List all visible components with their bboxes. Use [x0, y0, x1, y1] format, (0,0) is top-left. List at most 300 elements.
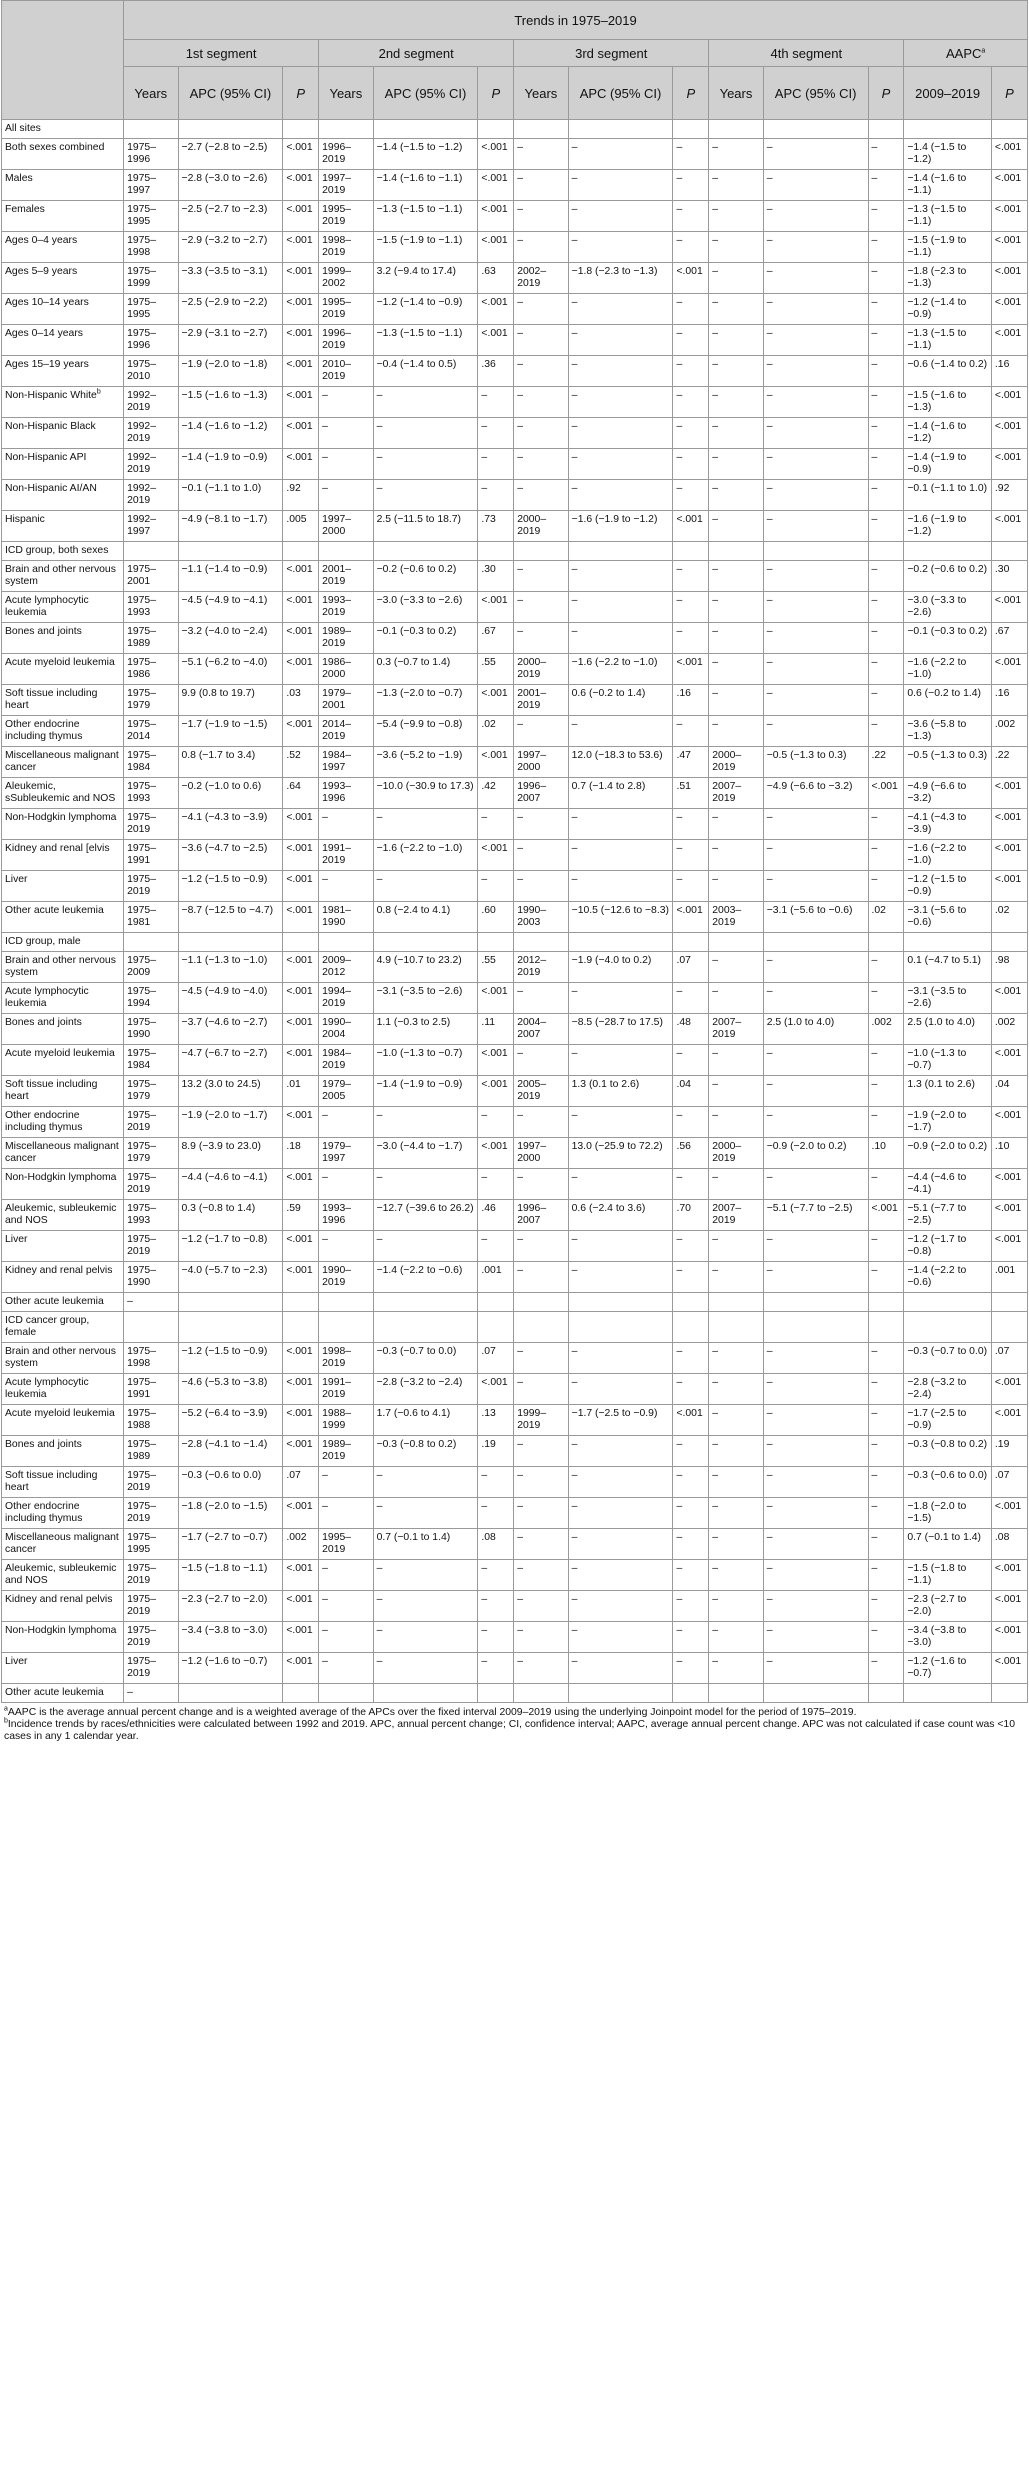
- table-cell: –: [673, 1529, 709, 1560]
- table-cell: –: [709, 1343, 763, 1374]
- table-cell: 1975–1979: [124, 685, 178, 716]
- table-cell: –: [709, 1231, 763, 1262]
- table-cell: −1.4 (−1.6 to −1.1): [373, 170, 478, 201]
- table-cell: <.001: [283, 1014, 319, 1045]
- table-cell: –: [568, 1262, 673, 1293]
- table-cell: –: [568, 387, 673, 418]
- table-cell: .02: [991, 902, 1027, 933]
- table-cell: –: [373, 1107, 478, 1138]
- table-cell: −3.0 (−4.4 to −1.7): [373, 1138, 478, 1169]
- table-cell: –: [568, 1436, 673, 1467]
- table-row: [2, 1107, 1028, 1138]
- table-cell: <.001: [283, 1653, 319, 1684]
- table-cell: 0.3 (−0.8 to 1.4): [178, 1200, 283, 1231]
- table-cell: −8.5 (−28.7 to 17.5): [568, 1014, 673, 1045]
- table-cell: <.001: [283, 1262, 319, 1293]
- table-cell: –: [514, 840, 568, 871]
- table-cell: –: [514, 983, 568, 1014]
- row-label: Acute myeloid leukemia: [2, 1045, 124, 1076]
- table-cell: <.001: [283, 139, 319, 170]
- table-cell: <.001: [991, 1169, 1027, 1200]
- table-cell: −1.3 (−1.5 to −1.1): [373, 201, 478, 232]
- table-cell: –: [568, 716, 673, 747]
- table-cell: −4.4 (−4.6 to −4.1): [904, 1169, 992, 1200]
- table-row: [2, 1622, 1028, 1653]
- table-row: [2, 871, 1028, 902]
- table-cell: −0.1 (−0.3 to 0.2): [904, 623, 992, 654]
- row-label: Aleukemic, sSubleukemic and NOS: [2, 778, 124, 809]
- table-cell: [319, 1312, 373, 1343]
- table-cell: –: [868, 1560, 904, 1591]
- group-label: ICD cancer group, female: [2, 1312, 124, 1343]
- p-header: P: [868, 67, 904, 120]
- table-cell: .16: [991, 685, 1027, 716]
- table-cell: −1.4 (−1.5 to −1.2): [904, 139, 992, 170]
- table-cell: [709, 933, 763, 952]
- table-cell: <.001: [283, 561, 319, 592]
- row-label: Ages 0–14 years: [2, 325, 124, 356]
- table-cell: –: [868, 592, 904, 623]
- table-cell: –: [673, 170, 709, 201]
- table-cell: –: [763, 1262, 868, 1293]
- table-cell: –: [673, 592, 709, 623]
- table-cell: [673, 933, 709, 952]
- table-cell: −1.9 (−2.0 to −1.7): [178, 1107, 283, 1138]
- table-cell: –: [763, 840, 868, 871]
- table-cell: –: [514, 561, 568, 592]
- row-label: Miscellaneous malignant cancer: [2, 1138, 124, 1169]
- table-row: [2, 840, 1028, 871]
- table-cell: −1.8 (−2.3 to −1.3): [904, 263, 992, 294]
- table-row: [2, 716, 1028, 747]
- table-cell: 1975–1979: [124, 1076, 178, 1107]
- table-row: [2, 1076, 1028, 1107]
- table-cell: 1990–2019: [319, 1262, 373, 1293]
- table-cell: −1.4 (−1.6 to −1.1): [904, 170, 992, 201]
- table-cell: 1998–2019: [319, 1343, 373, 1374]
- row-label: Kidney and renal [elvis: [2, 840, 124, 871]
- table-cell: –: [709, 871, 763, 902]
- table-cell: –: [763, 685, 868, 716]
- table-cell: <.001: [991, 1560, 1027, 1591]
- row-label: Other endocrine including thymus: [2, 716, 124, 747]
- table-cell: −3.1 (−5.6 to −0.6): [904, 902, 992, 933]
- table-cell: [568, 1684, 673, 1703]
- table-cell: .60: [478, 902, 514, 933]
- table-cell: <.001: [673, 263, 709, 294]
- table-cell: 1979–1997: [319, 1138, 373, 1169]
- table-row: [2, 1045, 1028, 1076]
- table-cell: −4.9 (−6.6 to −3.2): [904, 778, 992, 809]
- table-cell: –: [868, 654, 904, 685]
- table-cell: .19: [991, 1436, 1027, 1467]
- table-cell: –: [373, 809, 478, 840]
- table-cell: –: [478, 1107, 514, 1138]
- table-cell: .42: [478, 778, 514, 809]
- table-cell: –: [319, 871, 373, 902]
- row-label: Other endocrine including thymus: [2, 1498, 124, 1529]
- table-cell: 1975–1998: [124, 232, 178, 263]
- table-cell: <.001: [283, 902, 319, 933]
- table-cell: [991, 1312, 1027, 1343]
- table-cell: –: [868, 1405, 904, 1436]
- table-cell: [478, 120, 514, 139]
- row-label: Brain and other nervous system: [2, 1343, 124, 1374]
- table-cell: −4.0 (−5.7 to −2.3): [178, 1262, 283, 1293]
- years-header: Years: [514, 67, 568, 120]
- table-row: [2, 685, 1028, 716]
- table-title: Trends in 1975–2019: [124, 1, 1028, 40]
- table-cell: <.001: [478, 170, 514, 201]
- table-cell: –: [709, 1467, 763, 1498]
- table-cell: –: [568, 449, 673, 480]
- table-cell: [124, 933, 178, 952]
- table-cell: –: [319, 1467, 373, 1498]
- table-cell: 1996–2019: [319, 139, 373, 170]
- table-cell: –: [514, 809, 568, 840]
- table-cell: <.001: [991, 654, 1027, 685]
- table-row: [2, 1436, 1028, 1467]
- table-cell: .001: [478, 1262, 514, 1293]
- table-cell: –: [373, 1169, 478, 1200]
- table-cell: –: [763, 809, 868, 840]
- table-cell: .04: [673, 1076, 709, 1107]
- table-cell: <.001: [283, 294, 319, 325]
- table-cell: −1.5 (−1.9 to −1.1): [904, 232, 992, 263]
- table-cell: −0.3 (−0.6 to 0.0): [904, 1467, 992, 1498]
- table-cell: −3.6 (−5.8 to −1.3): [904, 716, 992, 747]
- table-cell: –: [868, 1498, 904, 1529]
- table-cell: <.001: [283, 840, 319, 871]
- table-cell: 1975–2009: [124, 952, 178, 983]
- table-cell: −3.4 (−3.8 to −3.0): [904, 1622, 992, 1653]
- table-cell: −1.8 (−2.0 to −1.5): [178, 1498, 283, 1529]
- table-row: [2, 139, 1028, 170]
- table-cell: −1.0 (−1.3 to −0.7): [904, 1045, 992, 1076]
- table-cell: 2014–2019: [319, 716, 373, 747]
- table-cell: 1995–2019: [319, 294, 373, 325]
- table-cell: –: [763, 1343, 868, 1374]
- table-cell: 2001–2019: [319, 561, 373, 592]
- table-cell: <.001: [283, 1498, 319, 1529]
- table-cell: [868, 1293, 904, 1312]
- table-cell: −3.7 (−4.6 to −2.7): [178, 1014, 283, 1045]
- table-cell: −1.1 (−1.4 to −0.9): [178, 561, 283, 592]
- table-cell: –: [868, 983, 904, 1014]
- table-cell: [478, 542, 514, 561]
- table-cell: –: [514, 294, 568, 325]
- table-cell: 1999–2019: [514, 1405, 568, 1436]
- table-cell: –: [763, 294, 868, 325]
- table-cell: .63: [478, 263, 514, 294]
- table-row: [2, 325, 1028, 356]
- table-cell: –: [763, 1405, 868, 1436]
- table-cell: –: [709, 952, 763, 983]
- table-cell: –: [373, 1231, 478, 1262]
- table-cell: –: [673, 387, 709, 418]
- table-cell: –: [568, 170, 673, 201]
- table-cell: 1975–2019: [124, 1231, 178, 1262]
- table-cell: –: [868, 1262, 904, 1293]
- table-cell: –: [709, 232, 763, 263]
- table-cell: –: [868, 356, 904, 387]
- table-cell: −1.4 (−1.6 to −1.2): [904, 418, 992, 449]
- table-cell: 1992–1997: [124, 511, 178, 542]
- table-cell: [319, 933, 373, 952]
- table-cell: –: [319, 1653, 373, 1684]
- table-cell: −2.8 (−3.2 to −2.4): [904, 1374, 992, 1405]
- table-cell: [124, 542, 178, 561]
- table-cell: –: [319, 418, 373, 449]
- aapc-p-header: P: [991, 67, 1027, 120]
- table-cell: .07: [673, 952, 709, 983]
- table-cell: [673, 120, 709, 139]
- table-cell: 1975–2019: [124, 1560, 178, 1591]
- table-cell: –: [868, 325, 904, 356]
- table-cell: –: [673, 232, 709, 263]
- table-cell: –: [709, 325, 763, 356]
- table-cell: <.001: [283, 356, 319, 387]
- table-cell: .13: [478, 1405, 514, 1436]
- row-label: Brain and other nervous system: [2, 952, 124, 983]
- table-cell: –: [763, 1498, 868, 1529]
- table-cell: –: [478, 1467, 514, 1498]
- table-cell: −2.7 (−2.8 to −2.5): [178, 139, 283, 170]
- table-cell: 1975–1996: [124, 325, 178, 356]
- table-cell: 1997–2000: [514, 747, 568, 778]
- table-cell: –: [478, 1591, 514, 1622]
- table-cell: –: [709, 1653, 763, 1684]
- table-row: [2, 356, 1028, 387]
- table-cell: –: [514, 1231, 568, 1262]
- table-cell: –: [709, 685, 763, 716]
- table-cell: −3.0 (−3.3 to −2.6): [904, 592, 992, 623]
- subheader-row: [2, 67, 1028, 120]
- table-cell: −1.6 (−2.2 to −1.0): [904, 654, 992, 685]
- row-label: Non-Hispanic AI/AN: [2, 480, 124, 511]
- table-row: [2, 778, 1028, 809]
- table-cell: −4.1 (−4.3 to −3.9): [904, 809, 992, 840]
- table-cell: –: [763, 511, 868, 542]
- row-label: Kidney and renal pelvis: [2, 1591, 124, 1622]
- table-cell: −1.6 (−2.2 to −1.0): [568, 654, 673, 685]
- table-cell: <.001: [478, 139, 514, 170]
- table-cell: –: [673, 1374, 709, 1405]
- table-cell: –: [673, 1653, 709, 1684]
- table-cell: –: [763, 263, 868, 294]
- table-cell: <.001: [991, 325, 1027, 356]
- table-cell: .47: [673, 747, 709, 778]
- table-cell: 1991–2019: [319, 840, 373, 871]
- table-cell: [709, 1312, 763, 1343]
- table-cell: –: [763, 654, 868, 685]
- table-cell: –: [514, 139, 568, 170]
- table-cell: 1975–1995: [124, 201, 178, 232]
- table-cell: –: [673, 1467, 709, 1498]
- table-cell: [514, 1293, 568, 1312]
- table-cell: [178, 933, 283, 952]
- table-cell: –: [514, 170, 568, 201]
- table-cell: –: [478, 1169, 514, 1200]
- table-cell: [124, 1312, 178, 1343]
- table-cell: –: [763, 201, 868, 232]
- table-cell: –: [763, 1436, 868, 1467]
- table-row: [2, 1014, 1028, 1045]
- table-cell: <.001: [283, 716, 319, 747]
- table-cell: –: [514, 325, 568, 356]
- row-label: Non-Hispanic API: [2, 449, 124, 480]
- table-cell: –: [868, 480, 904, 511]
- table-cell: .51: [673, 778, 709, 809]
- table-row: [2, 592, 1028, 623]
- table-cell: –: [319, 1107, 373, 1138]
- table-cell: [709, 1684, 763, 1703]
- table-row: [2, 387, 1028, 418]
- table-cell: –: [868, 232, 904, 263]
- table-cell: 1996–2019: [319, 325, 373, 356]
- table-cell: 1984–1997: [319, 747, 373, 778]
- row-label: Both sexes combined: [2, 139, 124, 170]
- row-label: Non-Hispanic Black: [2, 418, 124, 449]
- table-cell: –: [763, 871, 868, 902]
- table-cell: [763, 1684, 868, 1703]
- table-cell: <.001: [283, 1169, 319, 1200]
- table-cell: –: [478, 449, 514, 480]
- table-cell: –: [514, 480, 568, 511]
- table-row: [2, 294, 1028, 325]
- table-cell: –: [373, 1653, 478, 1684]
- table-cell: −1.9 (−2.0 to −1.7): [904, 1107, 992, 1138]
- table-cell: [904, 542, 992, 561]
- table-cell: 2009–2012: [319, 952, 373, 983]
- table-cell: <.001: [991, 263, 1027, 294]
- table-cell: –: [514, 201, 568, 232]
- table-cell: –: [868, 139, 904, 170]
- table-cell: 1975–1995: [124, 1529, 178, 1560]
- table-cell: –: [868, 561, 904, 592]
- table-cell: –: [709, 840, 763, 871]
- row-label: Bones and joints: [2, 1014, 124, 1045]
- table-cell: [991, 120, 1027, 139]
- table-cell: [763, 542, 868, 561]
- table-cell: −1.6 (−1.9 to −1.2): [904, 511, 992, 542]
- table-cell: –: [868, 1653, 904, 1684]
- table-cell: [283, 542, 319, 561]
- table-cell: [991, 1293, 1027, 1312]
- row-label: Soft tissue including heart: [2, 1467, 124, 1498]
- table-row: [2, 1498, 1028, 1529]
- row-label: Acute myeloid leukemia: [2, 1405, 124, 1436]
- table-cell: .46: [478, 1200, 514, 1231]
- table-cell: [568, 120, 673, 139]
- table-cell: [709, 120, 763, 139]
- table-cell: –: [868, 1107, 904, 1138]
- table-cell: –: [568, 1498, 673, 1529]
- apc-header: APC (95% CI): [763, 67, 868, 120]
- table-cell: –: [514, 1262, 568, 1293]
- table-cell: –: [709, 654, 763, 685]
- row-label: Acute lymphocytic leukemia: [2, 1374, 124, 1405]
- table-cell: [283, 1312, 319, 1343]
- table-row: [2, 1262, 1028, 1293]
- table-cell: <.001: [478, 294, 514, 325]
- table-cell: 2005–2019: [514, 1076, 568, 1107]
- table-cell: –: [319, 1498, 373, 1529]
- table-cell: <.001: [478, 840, 514, 871]
- table-cell: −1.2 (−1.7 to −0.8): [178, 1231, 283, 1262]
- table-cell: <.001: [283, 1436, 319, 1467]
- table-row: [2, 449, 1028, 480]
- table-cell: −1.3 (−1.5 to −1.1): [904, 325, 992, 356]
- table-cell: −1.8 (−2.0 to −1.5): [904, 1498, 992, 1529]
- table-cell: 1990–2004: [319, 1014, 373, 1045]
- table-row: [2, 561, 1028, 592]
- table-cell: <.001: [991, 840, 1027, 871]
- table-cell: −1.4 (−1.9 to −0.9): [178, 449, 283, 480]
- table-cell: .07: [991, 1343, 1027, 1374]
- table-cell: –: [673, 480, 709, 511]
- table-cell: 1998–2019: [319, 232, 373, 263]
- table-cell: [709, 542, 763, 561]
- table-cell: 1975–1995: [124, 294, 178, 325]
- table-cell: [478, 933, 514, 952]
- table-cell: –: [709, 592, 763, 623]
- table-cell: –: [673, 1169, 709, 1200]
- row-label: Ages 15–19 years: [2, 356, 124, 387]
- table-cell: 2003–2019: [709, 902, 763, 933]
- table-cell: [283, 933, 319, 952]
- table-cell: –: [478, 387, 514, 418]
- table-cell: <.001: [283, 1622, 319, 1653]
- table-cell: .08: [478, 1529, 514, 1560]
- table-cell: <.001: [991, 418, 1027, 449]
- table-cell: 0.3 (−0.7 to 1.4): [373, 654, 478, 685]
- table-cell: –: [763, 561, 868, 592]
- table-cell: –: [319, 1560, 373, 1591]
- table-cell: 1992–2019: [124, 480, 178, 511]
- table-cell: 1975–1997: [124, 170, 178, 201]
- table-row: [2, 623, 1028, 654]
- table-cell: .10: [868, 1138, 904, 1169]
- table-cell: −1.5 (−1.6 to −1.3): [178, 387, 283, 418]
- table-cell: −4.1 (−4.3 to −3.9): [178, 809, 283, 840]
- table-cell: –: [763, 1560, 868, 1591]
- table-cell: <.001: [283, 654, 319, 685]
- table-cell: <.001: [991, 1107, 1027, 1138]
- table-cell: –: [373, 480, 478, 511]
- table-cell: .67: [478, 623, 514, 654]
- aapc-years-header: 2009–2019: [904, 67, 992, 120]
- table-cell: –: [124, 1293, 178, 1312]
- table-cell: –: [868, 1076, 904, 1107]
- table-cell: −0.9 (−2.0 to 0.2): [763, 1138, 868, 1169]
- table-cell: <.001: [673, 654, 709, 685]
- table-cell: 0.7 (−0.1 to 1.4): [904, 1529, 992, 1560]
- table-cell: <.001: [283, 1343, 319, 1374]
- table-cell: 0.7 (−0.1 to 1.4): [373, 1529, 478, 1560]
- table-cell: 1997–2000: [514, 1138, 568, 1169]
- table-cell: –: [868, 511, 904, 542]
- table-cell: .08: [991, 1529, 1027, 1560]
- table-cell: –: [373, 1622, 478, 1653]
- table-cell: 2010–2019: [319, 356, 373, 387]
- table-cell: 0.1 (−4.7 to 5.1): [904, 952, 992, 983]
- table-cell: –: [373, 387, 478, 418]
- table-cell: –: [763, 1169, 868, 1200]
- table-cell: <.001: [283, 1560, 319, 1591]
- table-cell: –: [673, 1436, 709, 1467]
- table-cell: [673, 1312, 709, 1343]
